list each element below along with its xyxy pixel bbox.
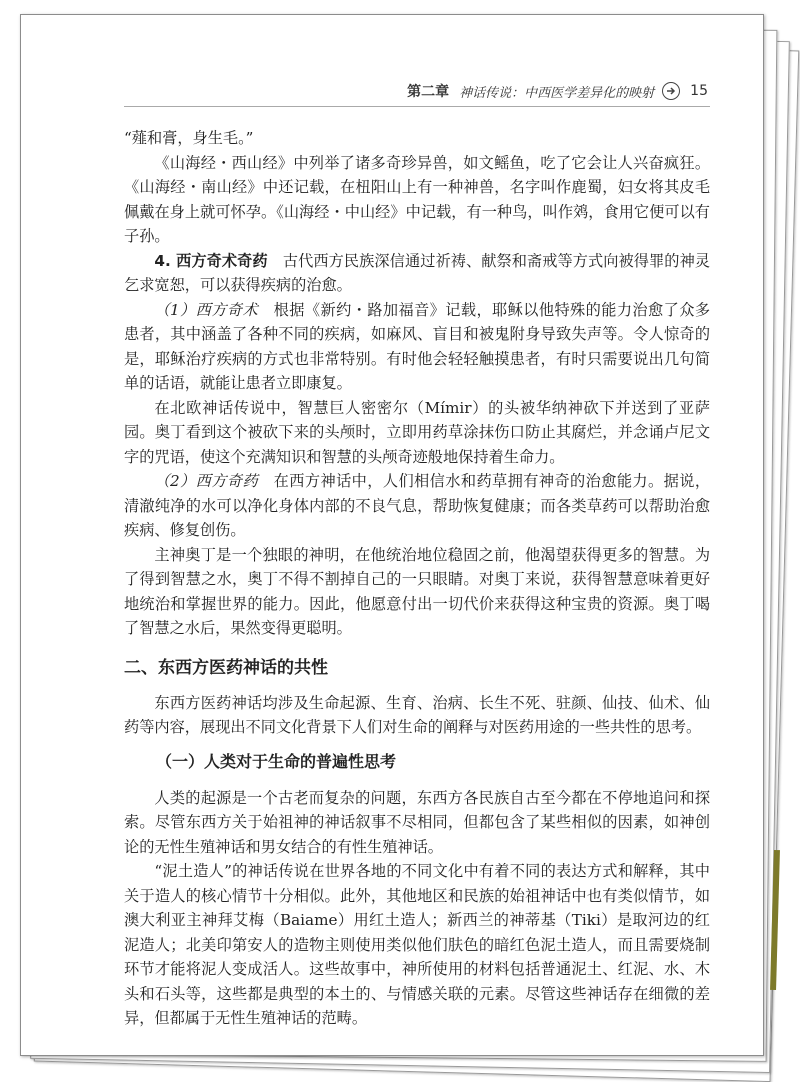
paragraph-text: 根据《新约・路加福音》记载，耶稣以他特殊的能力治愈了众多患者，其中涵盖了各种不同的疾病，如麻风、盲目和被鬼附身导致失声等。令人惊奇的是，耶稣治疗疾病的方式也非常特别。有时他会轻轻触摸患者，有时只需要说出几句简单的话语，就能让患者立即康复。 [124,300,711,392]
paragraph: 主神奥丁是一个独眼的神明，在他统治地位稳固之前，他渴望获得更多的智慧。为了得到智慧之水，奥丁不得不割掉自己的一只眼睛。对奥丁来说，获得智慧意味着更好地统治和掌握世界的能力。因此，他愿意付出一切代价来获得这种宝贵的资源。奥丁喝了智慧之水后，果然变得更聪明。 [124,545,710,637]
paragraph-text: 古代西方民族深信通过祈祷、献祭和斋戒等方式向被得罪的神灵乞求宽恕，可以获得疾病的治愈。 [124,251,711,294]
paragraph-text: 在西方神话中，人们相信水和药草拥有神奇的治愈能力。据说，清澈纯净的水可以净化身体内部的不良气息，帮助恢复健康；而各类草药可以帮助治愈疾病、修复创伤。 [124,472,711,539]
paragraph: “泥土造人”的神话传说在世界各地的不同文化中有着不同的表达方式和解释，其中关于造人的核心情节十分相似。此外，其他地区和民族的始祖神话中也有类似情节，如澳大利亚主神拜艾梅（Baiame）用红土造人；新西兰的神蒂基（Tiki）是取河边的红泥造人；北美印第安人的造物主则使用类似他们肤色的暗红色泥土造人，而且需要烧制环节才能将泥人变成活人。这些故事中，神所使用的材料包括普通泥土、红泥、水、木头和石头等，这些都是典型的本土的、与情感关联的元素。尽管这些神话存在细微的差异，但都属于无性生殖神话的范畴。 [124,862,710,1027]
page-number: 15 [690,83,708,99]
paragraph: 《山海经・西山经》中列举了诸多奇珍异兽，如文鳐鱼，吃了它会让人兴奋疯狂。《山海经・南山经》中还记载，在杻阳山上有一种神兽，名字叫作鹿蜀，妇女将其皮毛佩戴在身上就可怀孕。《山海经・中山经》中记载，有一种鸟，叫作䴔，食用它便可以有子孙。 [124,153,710,245]
running-header [372,80,708,102]
paragraph: 人类的起源是一个古老而复杂的问题，东西方各民族自古至今都在不停地追问和探索。尽管东西方关于始祖神的神话叙事不尽相同，但都包含了某些相似的因素，如神创论的无性生殖神话和男女结合的有性生殖神话。 [124,788,710,856]
paragraph: 在北欧神话传说中，智慧巨人密密尔（Mímir）的头被华纳神砍下并送到了亚萨园。奥丁看到这个被砍下来的头颅时，立即用药草涂抹伤口防止其腐烂，并念诵卢尼文字的咒语，使这个充满知识和智慧的头颅奇迹般地保持着生命力。 [124,398,710,466]
paragraph [124,298,710,396]
section-heading: 二、东西方医药神话的共性 [124,657,328,678]
paragraph [124,249,710,298]
paragraph: 东西方医药神话均涉及生命起源、生育、治病、长生不死、驻颜、仙技、仙术、仙药等内容，展现出不同文化背景下人们对生命的阐释与对医药用途的一些共性的思考。 [124,693,710,736]
paragraph: “薤和膏，身生毛。” [124,129,254,147]
paragraph-lead: （1）西方奇术 [154,300,259,319]
page-body [124,126,710,1031]
subsection-heading: （一）人类对于生命的普遍性思考 [156,751,397,771]
chapter-title: 神话传说：中西医学差异化的映射 [459,85,655,101]
paragraph-lead: （2）西方奇药 [154,472,259,490]
paragraph-lead: 4. 西方奇术奇药 [154,251,268,270]
header-divider [124,106,710,107]
arrow-right-circle-icon [662,82,680,100]
chapter-number: 第二章 [407,84,450,100]
paragraph [124,469,710,543]
